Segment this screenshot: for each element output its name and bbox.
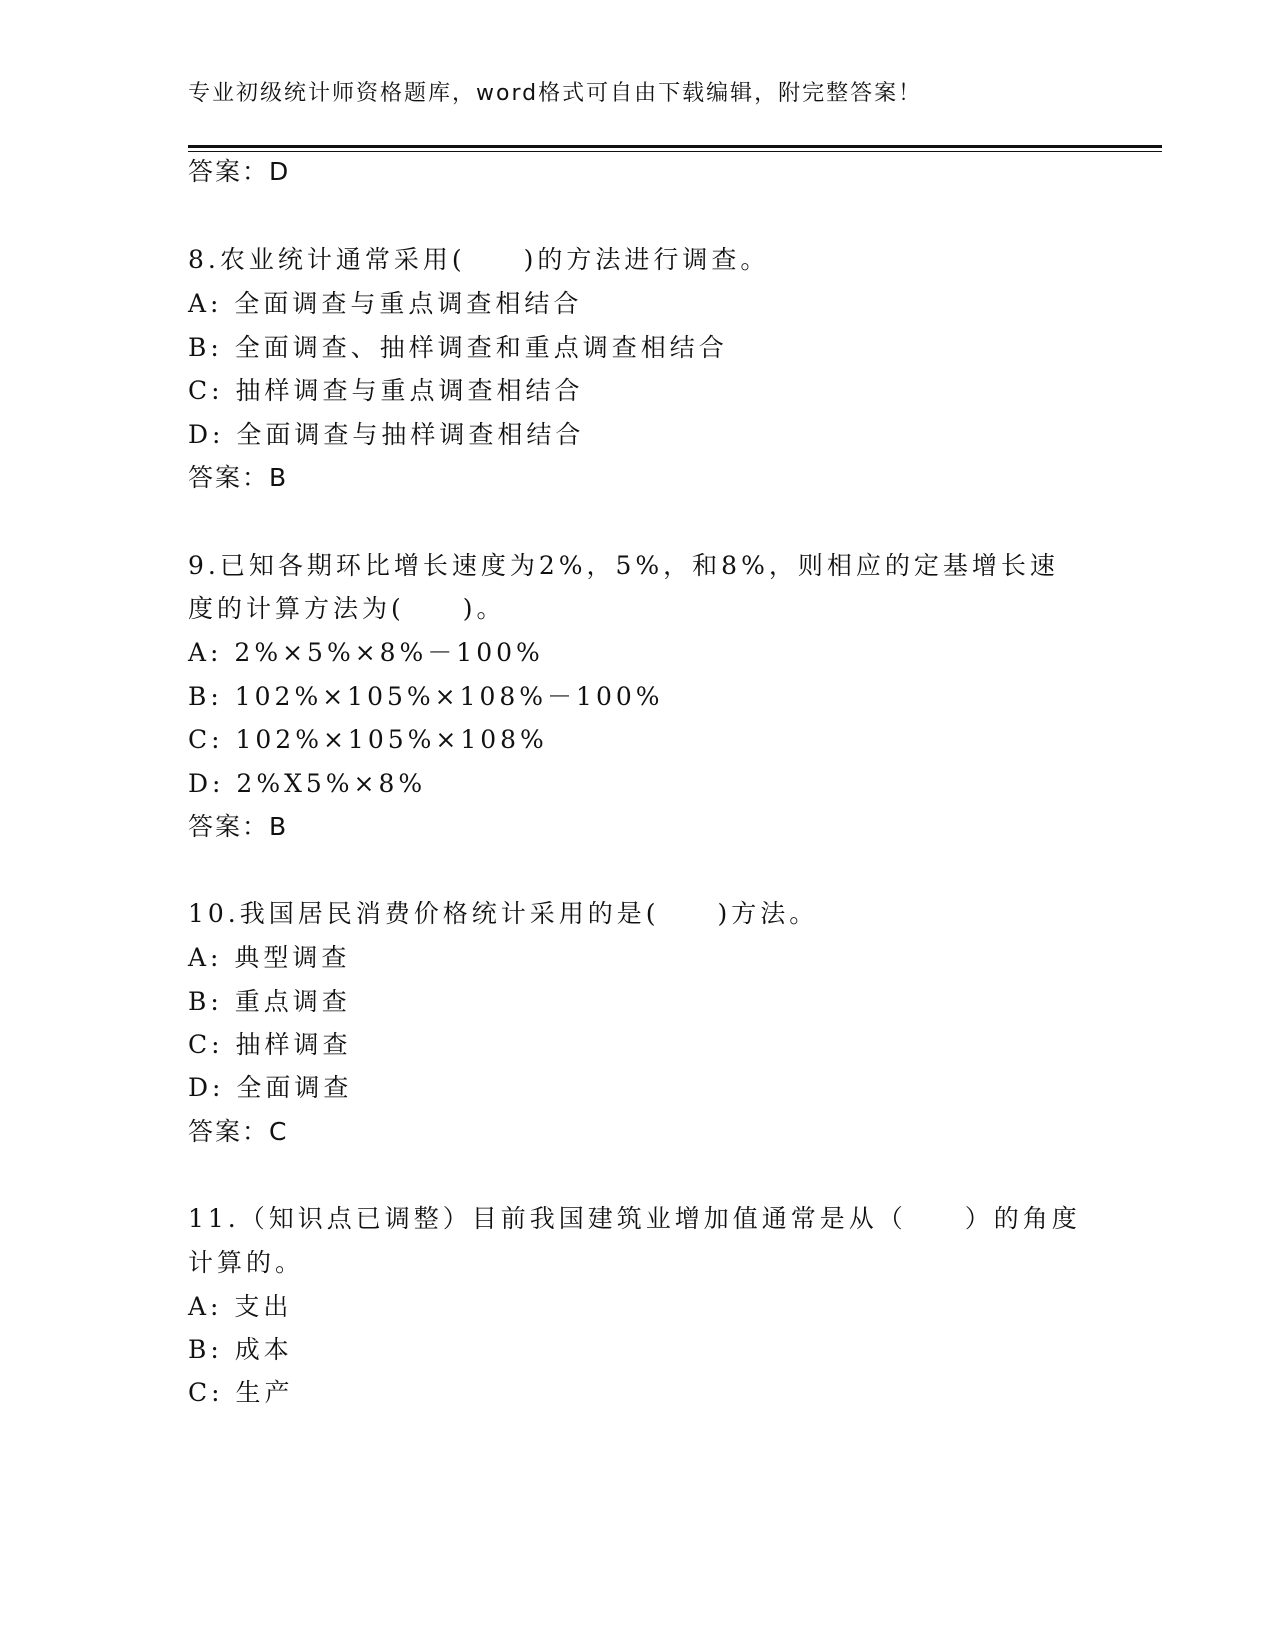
question-8-stem: 8.农业统计通常采用( )的方法进行调查。 xyxy=(188,245,770,274)
question-8-option-c: C: 抽样调查与重点调查相结合 xyxy=(188,376,584,405)
question-10-option-d: D: 全面调查 xyxy=(188,1073,353,1102)
question-9-answer: 答案：B xyxy=(188,812,289,841)
question-8-option-b: B: 全面调查、抽样调查和重点调查相结合 xyxy=(188,333,728,362)
question-11-stem-line-2: 计算的。 xyxy=(188,1248,305,1277)
question-10-option-c: C: 抽样调查 xyxy=(188,1030,352,1059)
question-9-stem-line-2: 度的计算方法为( )。 xyxy=(188,594,506,623)
page-header: 专业初级统计师资格题库，word格式可自由下载编辑，附完整答案！ xyxy=(188,81,923,106)
header-rule-thin xyxy=(188,151,1162,152)
question-11-option-b: B: 成本 xyxy=(188,1335,293,1364)
question-8-answer: 答案：B xyxy=(188,463,289,492)
question-8-option-d: D: 全面调查与抽样调查相结合 xyxy=(188,420,585,449)
question-11-stem-line-1: 11.（知识点已调整）目前我国建筑业增加值通常是从（ ）的角度 xyxy=(188,1204,1081,1233)
question-10-option-a: A: 典型调查 xyxy=(188,943,351,972)
question-9-option-d: D: 2%X5%×8% xyxy=(188,769,427,798)
question-11-option-a: A: 支出 xyxy=(188,1292,293,1321)
question-9-option-c: C: 102%×105%×108% xyxy=(188,725,548,754)
question-9-stem-line-1: 9.已知各期环比增长速度为2%，5%，和8%，则相应的定基增长速 xyxy=(188,551,1059,580)
question-9-option-a: A: 2%×5%×8%－100% xyxy=(188,638,544,667)
question-9-option-b: B: 102%×105%×108%－100% xyxy=(188,682,664,711)
question-11-option-c: C: 生产 xyxy=(188,1378,294,1407)
question-8-option-a: A: 全面调查与重点调查相结合 xyxy=(188,289,583,318)
previous-answer: 答案：D xyxy=(188,157,291,186)
header-rule-thick xyxy=(188,145,1162,148)
question-10-option-b: B: 重点调查 xyxy=(188,987,351,1016)
question-10-stem: 10.我国居民消费价格统计采用的是( )方法。 xyxy=(188,899,819,928)
question-10-answer: 答案：C xyxy=(188,1117,289,1146)
